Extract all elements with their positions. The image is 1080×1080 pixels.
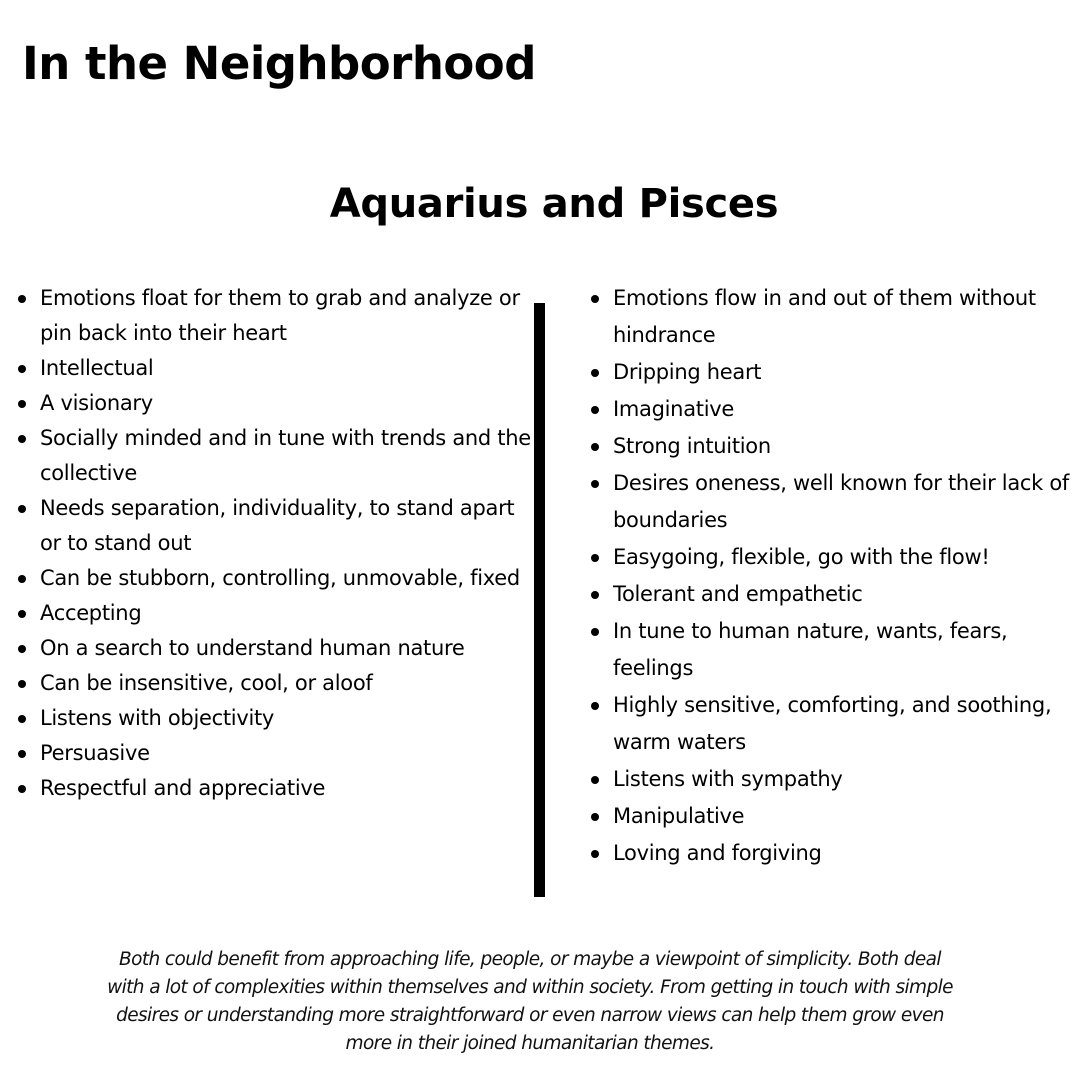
bullet-icon <box>591 628 599 636</box>
trait-text: Listens with sympathy <box>613 767 843 791</box>
trait-text: Accepting <box>40 601 142 625</box>
bullet-icon <box>591 813 599 821</box>
bullet-icon <box>591 850 599 858</box>
bullet-icon <box>18 610 26 618</box>
list-item <box>613 576 1073 613</box>
trait-text: In tune to human nature, wants, fears, feelings <box>613 619 1008 680</box>
list-item <box>40 631 540 666</box>
trait-text: Tolerant and empathetic <box>613 582 863 606</box>
trait-text: On a search to understand human nature <box>40 636 465 660</box>
trait-text: Manipulative <box>613 804 745 828</box>
list-item <box>40 351 540 386</box>
trait-text: Can be stubborn, controlling, unmovable, fixed <box>40 566 520 590</box>
bullet-icon <box>591 554 599 562</box>
trait-text: Needs separation, individuality, to stand apart or to stand out <box>40 496 515 555</box>
page-title: In the Neighborhood <box>22 37 536 90</box>
bullet-icon <box>18 785 26 793</box>
trait-text: Respectful and appreciative <box>40 776 326 800</box>
bullet-icon <box>591 443 599 451</box>
trait-text: Emotions flow in and out of them without hindrance <box>613 286 1036 347</box>
list-item <box>613 539 1073 576</box>
list-item <box>40 491 540 561</box>
list-item <box>40 421 540 491</box>
list-item <box>613 391 1073 428</box>
list-item <box>40 771 540 806</box>
list-item <box>613 798 1073 835</box>
trait-text: Highly sensitive, comforting, and soothing, warm waters <box>613 693 1052 754</box>
bullet-icon <box>18 295 26 303</box>
trait-text: Socially minded and in tune with trends and the collective <box>40 426 531 485</box>
trait-text: Can be insensitive, cool, or aloof <box>40 671 373 695</box>
list-item <box>613 835 1073 872</box>
pisces-trait-list <box>613 280 1073 872</box>
bullet-icon <box>18 365 26 373</box>
bullet-icon <box>18 750 26 758</box>
bullet-icon <box>591 591 599 599</box>
trait-text: Strong intuition <box>613 434 771 458</box>
bullet-icon <box>18 575 26 583</box>
trait-text: Easygoing, flexible, go with the flow! <box>613 545 990 569</box>
bullet-icon <box>591 702 599 710</box>
aquarius-trait-list <box>40 281 540 806</box>
bullet-icon <box>18 435 26 443</box>
bullet-icon <box>18 645 26 653</box>
bullet-icon <box>18 400 26 408</box>
vertical-divider <box>534 303 545 897</box>
list-item <box>40 561 540 596</box>
trait-text: Desires oneness, well known for their lack of boundaries <box>613 471 1070 532</box>
list-item <box>613 465 1073 539</box>
list-item <box>40 666 540 701</box>
trait-text: Dripping heart <box>613 360 762 384</box>
list-item <box>40 596 540 631</box>
list-item <box>613 428 1073 465</box>
list-item <box>613 687 1073 761</box>
list-item <box>40 701 540 736</box>
list-item <box>613 354 1073 391</box>
bullet-icon <box>591 776 599 784</box>
bullet-icon <box>18 680 26 688</box>
list-item <box>40 736 540 771</box>
trait-text: Loving and forgiving <box>613 841 822 865</box>
bullet-icon <box>591 295 599 303</box>
list-item <box>613 280 1073 354</box>
list-item <box>40 386 540 421</box>
summary-note: Both could benefit from approaching life, people, or maybe a viewpoint of simplicity. Both deal with a lot of complexities within themselves and within society. From getting in touch with simple desires or understanding more straightforward or even narrow views can help them grow even more in their joined humanitarian themes. <box>107 949 953 1054</box>
bullet-icon <box>591 369 599 377</box>
trait-text: Intellectual <box>40 356 154 380</box>
bullet-icon <box>591 406 599 414</box>
bullet-icon <box>18 505 26 513</box>
trait-text: Listens with objectivity <box>40 706 275 730</box>
trait-text: Persuasive <box>40 741 150 765</box>
trait-text: A visionary <box>40 391 153 415</box>
trait-text: Emotions float for them to grab and analyze or pin back into their heart <box>40 286 520 345</box>
list-item <box>613 613 1073 687</box>
trait-text: Imaginative <box>613 397 734 421</box>
bullet-icon <box>591 480 599 488</box>
list-item <box>40 281 540 351</box>
section-title: Aquarius and Pisces <box>329 181 779 227</box>
bullet-icon <box>18 715 26 723</box>
list-item <box>613 761 1073 798</box>
